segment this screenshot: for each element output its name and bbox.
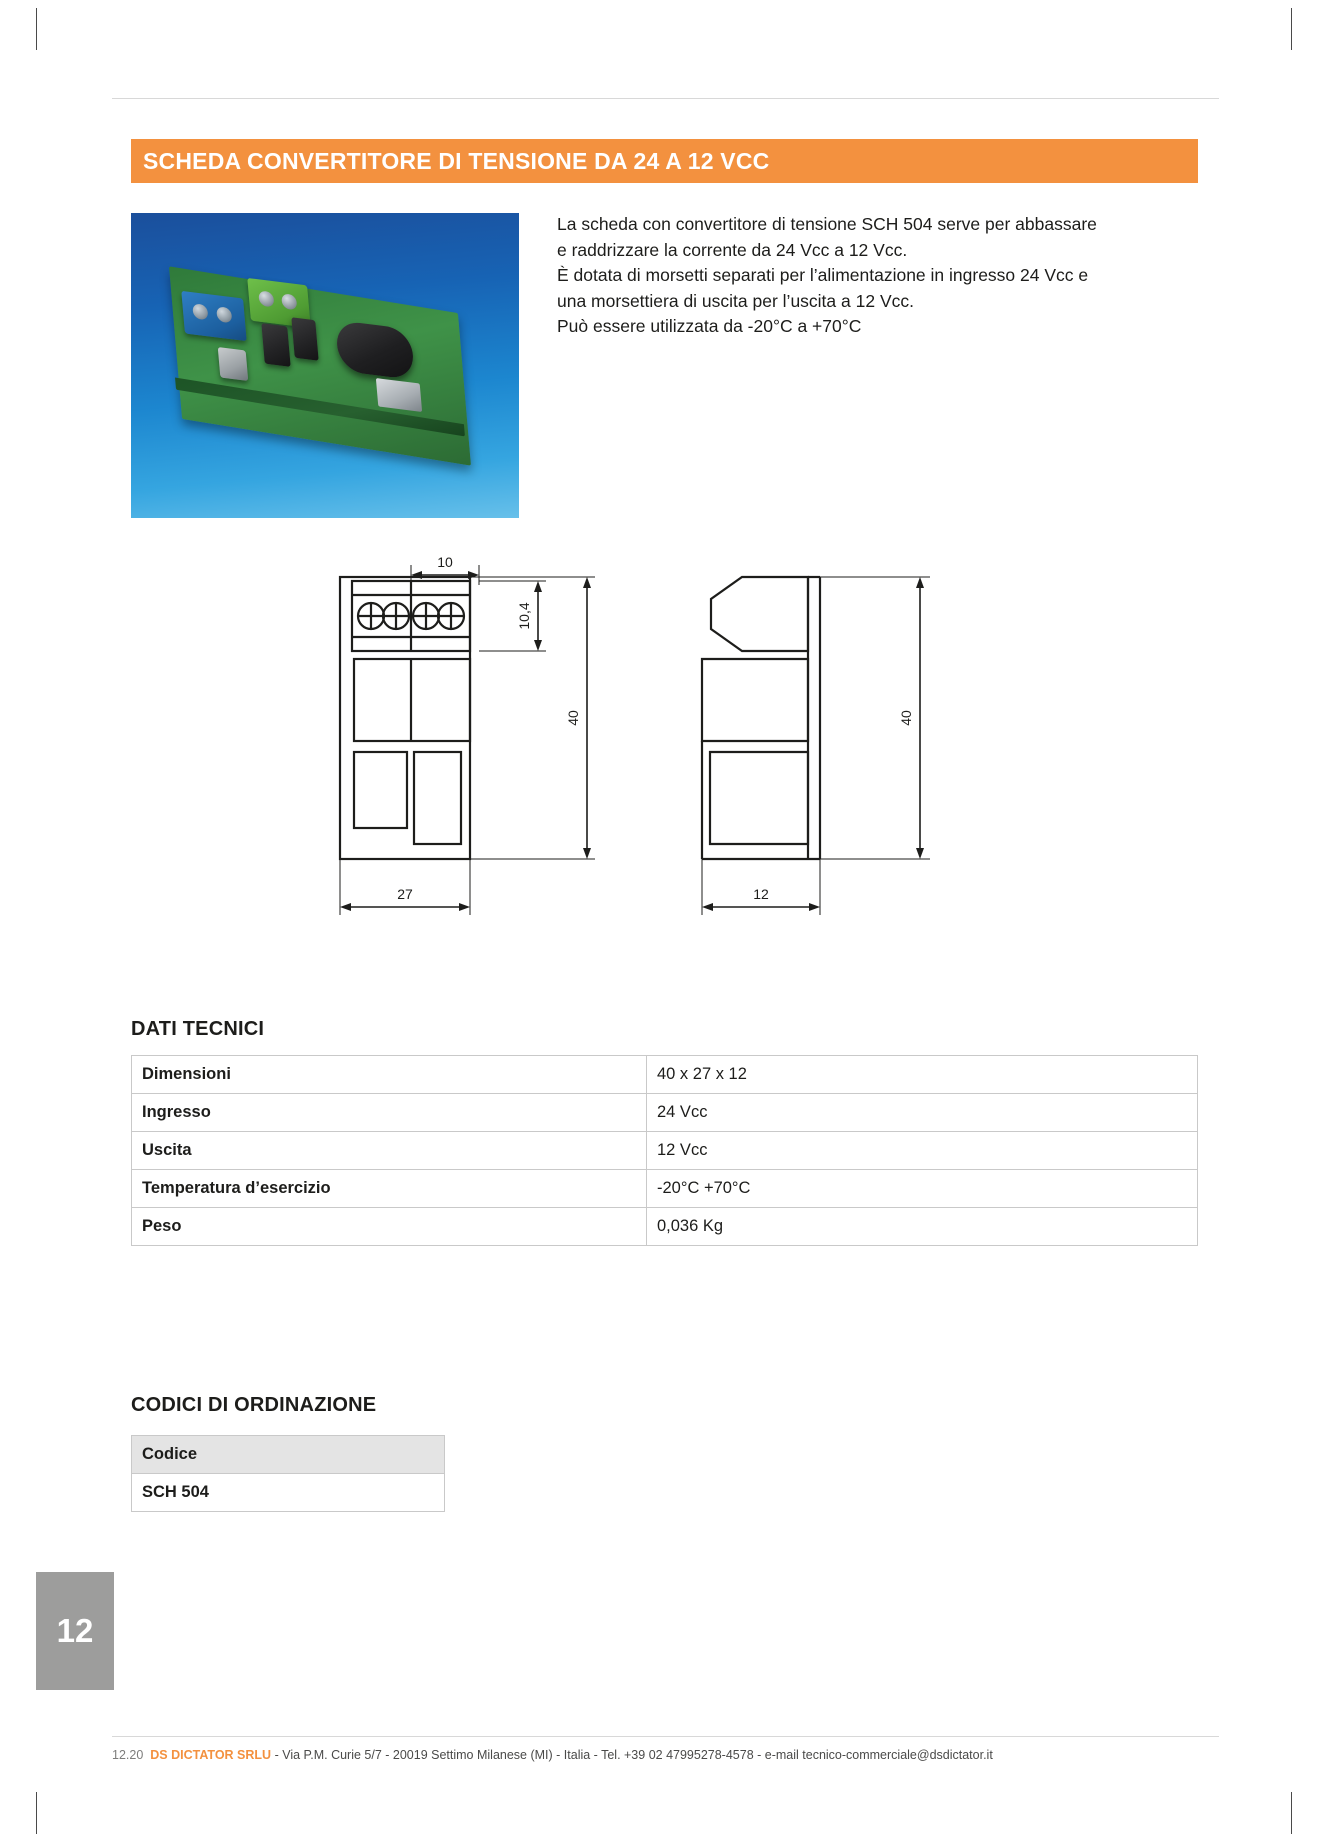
terminal-screw-icon — [258, 290, 274, 307]
terminal-screw-icon — [192, 303, 208, 320]
order-code-value: SCH 504 — [132, 1474, 445, 1512]
ordering-codes-table — [131, 1435, 445, 1512]
description-line-3: È dotata di morsetti separati per l’alimentazione in ingresso 24 Vcc e — [557, 265, 1089, 285]
description-line-4: una morsettiera di uscita per l’uscita a 12 Vcc. — [557, 290, 914, 311]
product-photo — [131, 213, 519, 518]
data-value: 12 Vcc — [647, 1132, 1198, 1170]
dim-side-total-height: 40 — [898, 710, 914, 726]
description-line-5: Può essere utilizzata da -20°C a +70°C — [557, 316, 862, 336]
data-label: Peso — [132, 1208, 647, 1246]
input-terminal-block-blue — [181, 291, 246, 341]
technical-drawing — [330, 555, 1030, 955]
footer-divider — [112, 1736, 1219, 1737]
ordering-codes-heading: CODICI DI ORDINAZIONE — [131, 1394, 377, 1416]
data-label: Temperatura d’esercizio — [132, 1170, 647, 1208]
dim-front-total-width: 27 — [397, 886, 413, 902]
data-label: Uscita — [132, 1132, 647, 1170]
capacitor-silver — [218, 347, 249, 381]
footer-company-name: DS DICTATOR SRLU — [150, 1748, 272, 1762]
page-number-tab — [36, 1572, 114, 1690]
data-value: -20°C +70°C — [647, 1170, 1198, 1208]
page-number: 12 — [56, 1612, 94, 1649]
capacitor-black-1 — [261, 323, 290, 367]
header-divider — [112, 98, 1219, 99]
technical-data-heading: DATI TECNICI — [131, 1018, 265, 1040]
terminal-screw-icon — [216, 306, 232, 323]
dim-front-top: 10 — [437, 555, 453, 570]
data-value: 40 x 27 x 12 — [647, 1056, 1198, 1094]
dim-side-depth: 12 — [753, 886, 769, 902]
dim-front-terminal-height: 10,4 — [516, 602, 532, 630]
data-value: 24 Vcc — [647, 1094, 1198, 1132]
heatsink-plate — [376, 378, 422, 412]
terminal-screw-icon — [281, 293, 297, 310]
page-title-banner — [131, 139, 1198, 183]
product-description — [557, 212, 1203, 340]
data-label: Dimensioni — [132, 1056, 647, 1094]
data-label: Ingresso — [132, 1094, 647, 1132]
footer-doc-number: 12.20 — [112, 1748, 144, 1762]
page-title: SCHEDA CONVERTITORE DI TENSIONE DA 24 A 12 VCC — [143, 147, 770, 174]
description-line-2: e raddrizzare la corrente da 24 Vcc a 12 Vcc. — [557, 239, 908, 260]
footer-address: - Via P.M. Curie 5/7 - 20019 Settimo Milanese (MI) - Italia - Tel. +39 02 47995278-4578 - e-mail tecnico-commerciale@dsdictator.it — [271, 1748, 993, 1762]
table-header-row — [132, 1436, 445, 1474]
table-row — [132, 1170, 1198, 1208]
table-row — [132, 1056, 1198, 1094]
table-row — [132, 1474, 445, 1512]
description-line-1: La scheda con convertitore di tensione SCH 504 serve per abbassare — [557, 214, 1097, 234]
dim-front-total-height: 40 — [565, 710, 581, 726]
data-value: 0,036 Kg — [647, 1208, 1198, 1246]
table-row — [132, 1208, 1198, 1246]
table-row — [132, 1132, 1198, 1170]
table-row — [132, 1094, 1198, 1132]
capacitor-black-2 — [291, 317, 318, 361]
dimension-drawing-svg — [330, 555, 1030, 955]
technical-data-table — [131, 1055, 1198, 1246]
footer — [112, 1748, 1227, 1762]
column-header-codice: Codice — [132, 1436, 445, 1474]
